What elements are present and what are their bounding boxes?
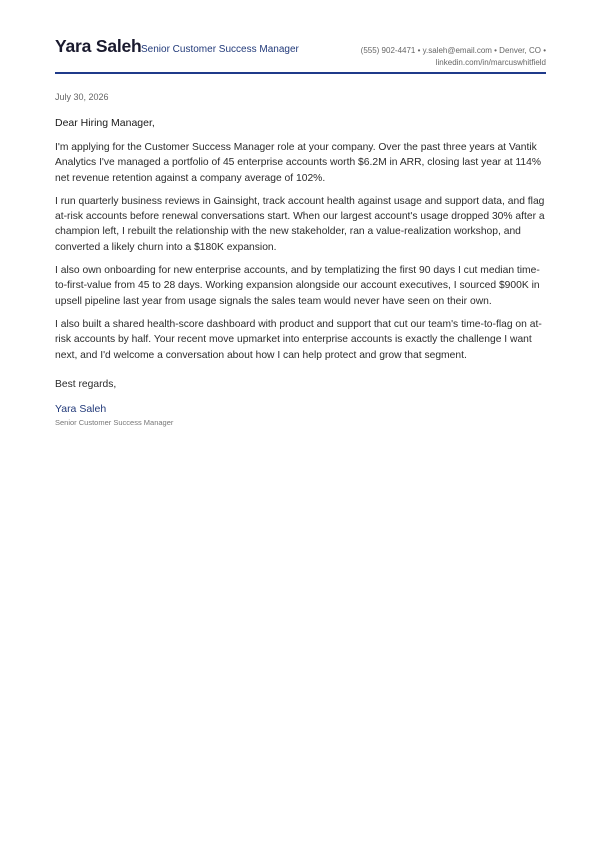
header-divider [55, 72, 546, 74]
closing: Best regards, [55, 379, 117, 390]
applicant-name: Yara Saleh [55, 36, 142, 56]
salutation: Dear Hiring Manager, [55, 117, 155, 129]
letter-date: July 30, 2026 [55, 92, 109, 102]
body-paragraph: I also built a shared health-score dashboard with product and support that cut our team's time-to-flag on at-risk accounts by half. Your recent move upmarket into enterprise accounts is exactly the challenge I want next, and I'd welcome a conversation about how I can help protect and grow that segment. [55, 318, 542, 361]
letter-header [55, 0, 546, 75]
applicant-title: Senior Customer Success Manager [141, 44, 299, 55]
contact-line-2: linkedin.com/in/marcuswhitfield [435, 58, 546, 67]
contact-line-1: (555) 902-4471 • y.saleh@email.com • Denver, CO • [360, 46, 546, 55]
body-paragraph: I also own onboarding for new enterprise accounts, and by templatizing the first 90 days I cut median time-to-first-value from 45 to 28 days. Working expansion alongside our account executives, I sourced $900K in upsell pipeline last year from usage signals the sales team would never have seen on their own. [55, 265, 540, 307]
contact-info [346, 45, 546, 69]
letter-body [55, 140, 546, 371]
body-paragraph: I run quarterly business reviews in Gainsight, track account health against usage and support data, and flag at-risk accounts before renewal conversations start. When our largest account's usage dropped 30% after a champion left, I rebuilt the relationship with the new stakeholder, ran a value-realization workshop, and converted a likely churn into a $180K expansion. [55, 195, 545, 253]
signature-title: Senior Customer Success Manager [55, 418, 174, 427]
body-paragraph: I'm applying for the Customer Success Manager role at your company. Over the past three years at Vantik Analytics I've managed a portfolio of 45 enterprise accounts worth $6.2M in ARR, closing last year at 114% net revenue retention against a company average of 102%. [55, 142, 541, 184]
cover-letter-page [55, 0, 546, 427]
signature-name: Yara Saleh [55, 403, 107, 415]
